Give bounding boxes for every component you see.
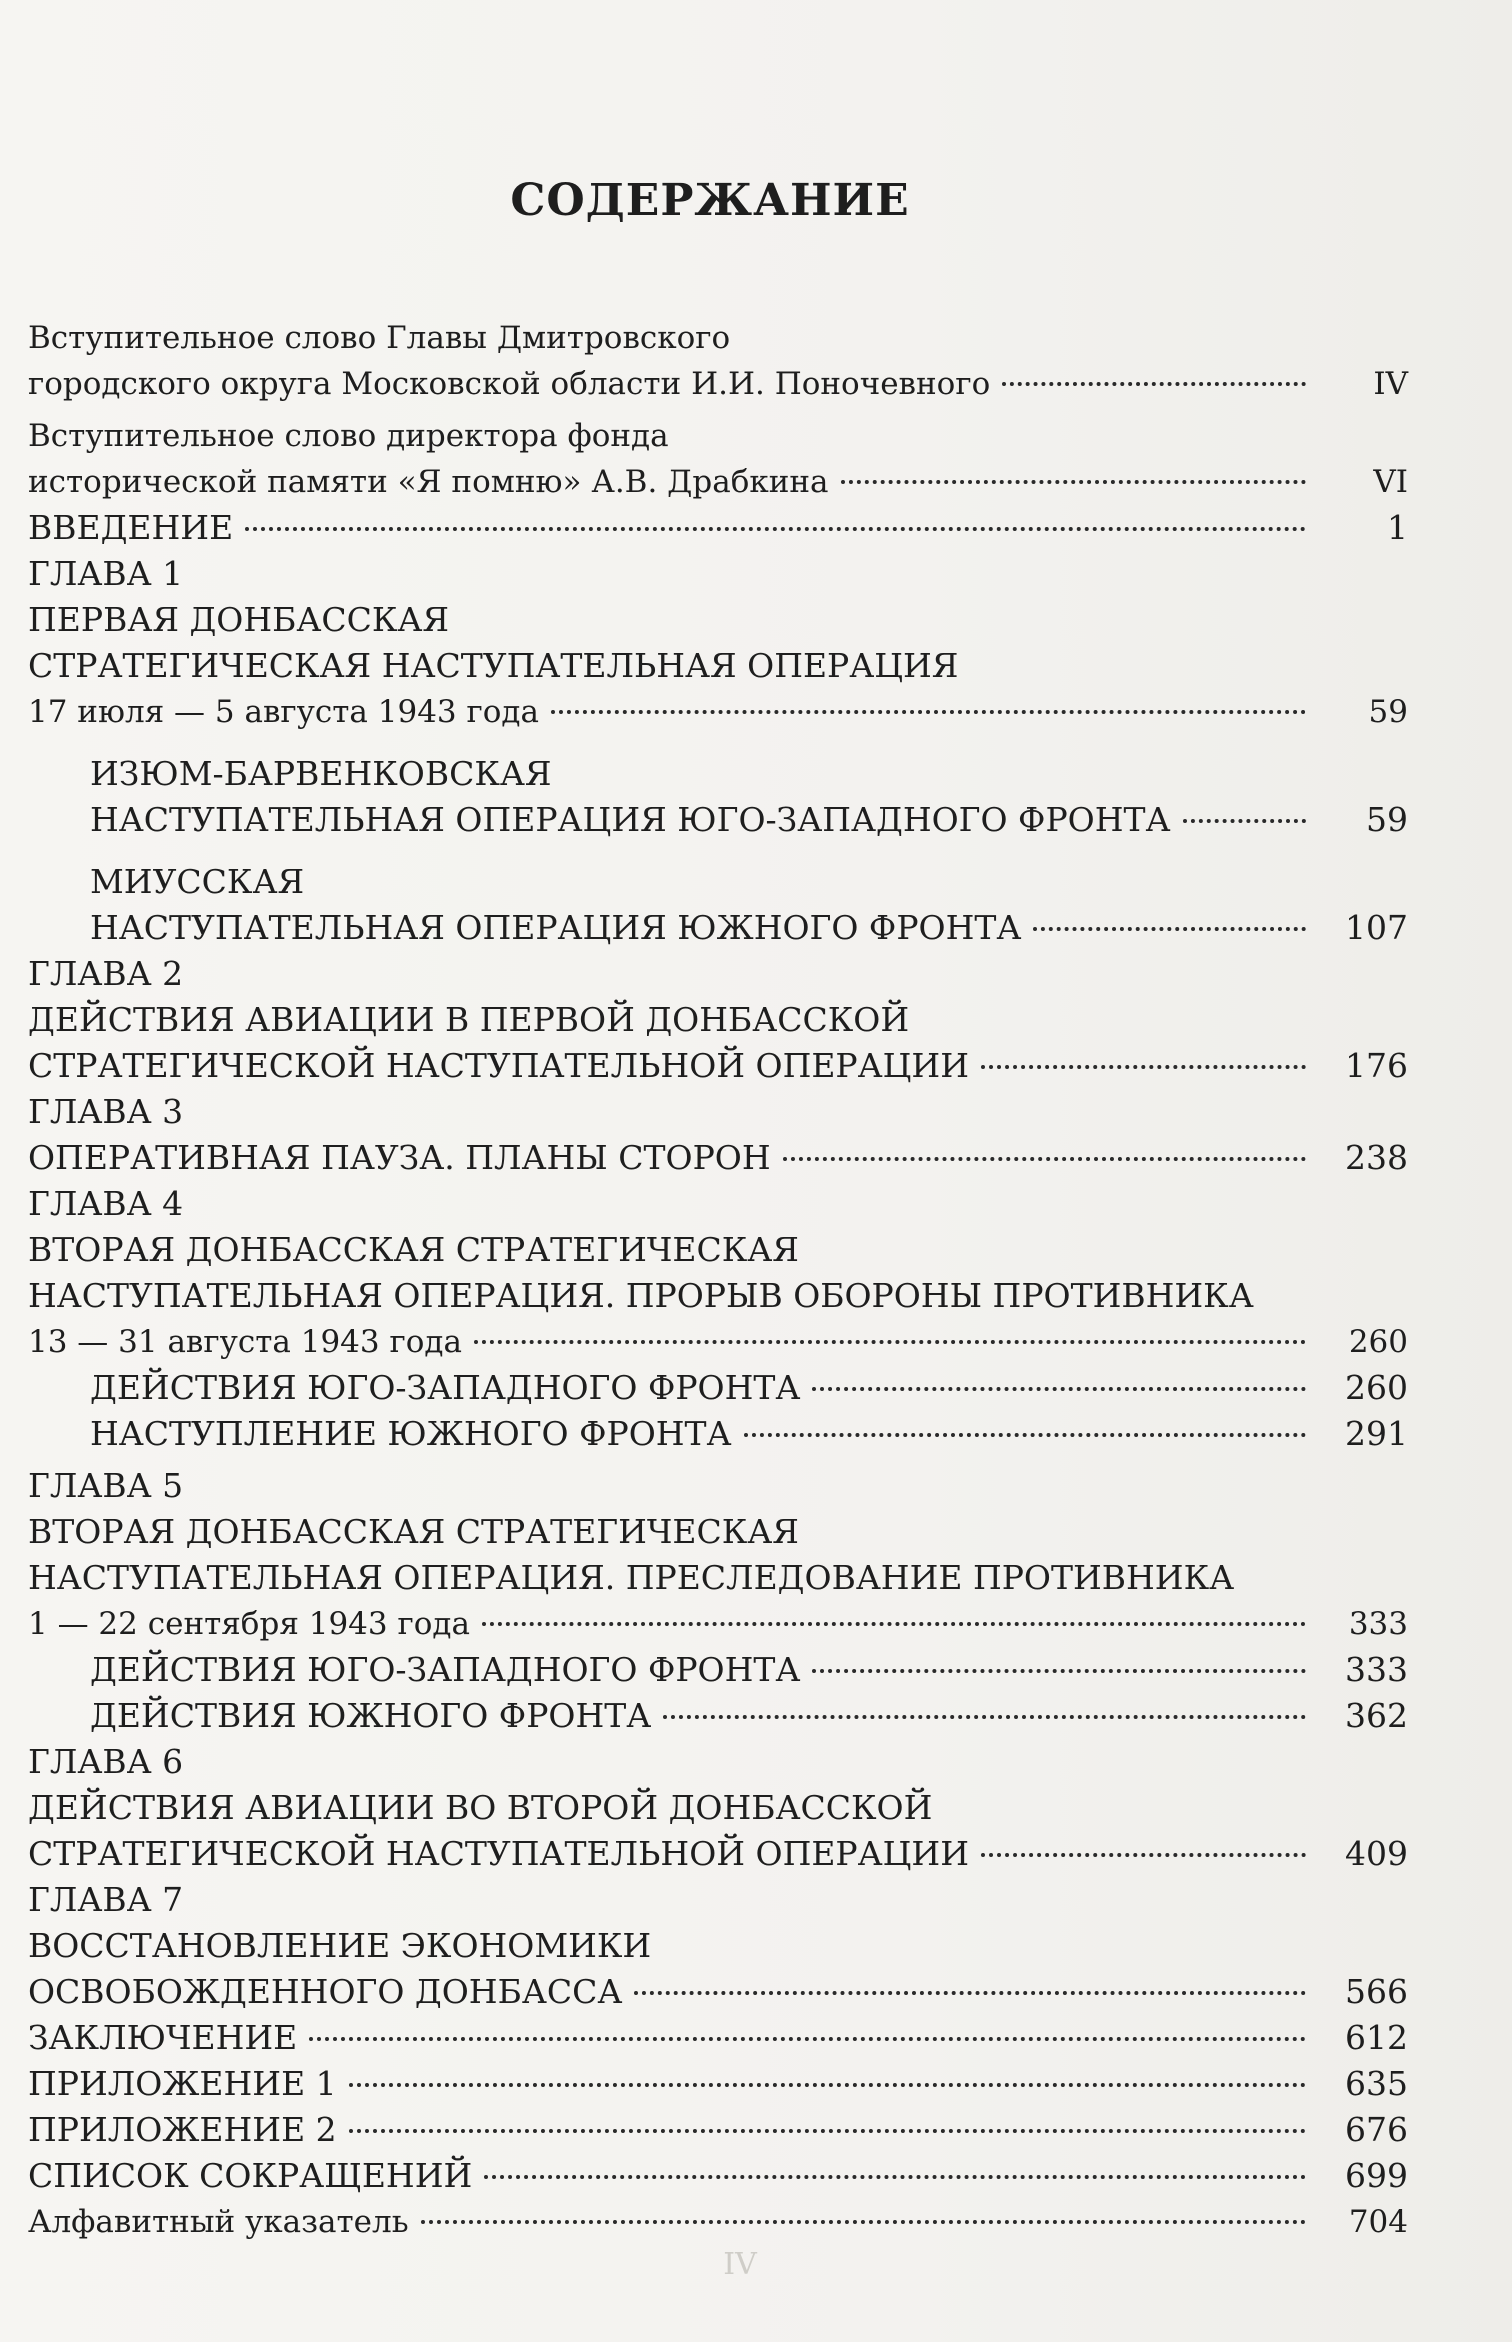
- chapter-label: ГЛАВА 1: [28, 554, 184, 593]
- chapter-label: ГЛАВА 5: [28, 1466, 184, 1505]
- page-number: 333: [1345, 1650, 1408, 1689]
- toc-subentry: [28, 1365, 1408, 1411]
- page-number: 59: [1368, 694, 1408, 730]
- toc-entry-text: СПИСОК СОКРАЩЕНИЙ: [28, 2156, 473, 2195]
- toc-entry: [28, 2015, 1408, 2061]
- toc-entry-text: НАСТУПЛЕНИЕ ЮЖНОГО ФРОНТА: [90, 1414, 732, 1453]
- page-number: VI: [1373, 464, 1408, 500]
- toc-entry-text: ВТОРАЯ ДОНБАССКАЯ СТРАТЕГИЧЕСКАЯ: [28, 1512, 799, 1551]
- page-number: 238: [1345, 1138, 1408, 1177]
- leader-dots: [482, 1622, 1306, 1626]
- leader-dots: [744, 1433, 1306, 1437]
- toc-entry-text: ПРИЛОЖЕНИЕ 2: [28, 2110, 337, 2149]
- toc-entry: [28, 315, 1408, 407]
- toc-entry-text: СТРАТЕГИЧЕСКОЙ НАСТУПАТЕЛЬНОЙ ОПЕРАЦИИ: [28, 1046, 969, 1085]
- toc-entry-text: ВОССТАНОВЛЕНИЕ ЭКОНОМИКИ: [28, 1926, 652, 1965]
- page-number: 333: [1348, 1606, 1408, 1642]
- toc-entry-text: ДЕЙСТВИЯ АВИАЦИИ В ПЕРВОЙ ДОНБАССКОЙ: [28, 1000, 910, 1039]
- toc-entry-text: НАСТУПАТЕЛЬНАЯ ОПЕРАЦИЯ ЮЖНОГО ФРОНТА: [90, 908, 1022, 947]
- chapter-label: ГЛАВА 7: [28, 1880, 184, 1919]
- toc-entry-text: ДЕЙСТВИЯ АВИАЦИИ ВО ВТОРОЙ ДОНБАССКОЙ: [28, 1788, 933, 1827]
- toc-entry-text: ОСВОБОЖДЕННОГО ДОНБАССА: [28, 1972, 623, 2011]
- toc-entry-text: ПЕРВАЯ ДОНБАССКАЯ: [28, 600, 450, 639]
- toc-subentry: [28, 1411, 1408, 1457]
- leader-dots: [1183, 819, 1307, 823]
- toc-entry-text: ДЕЙСТВИЯ ЮЖНОГО ФРОНТА: [90, 1696, 652, 1735]
- chapter-label: ГЛАВА 4: [28, 1184, 184, 1223]
- toc-entry: [28, 1089, 1408, 1181]
- toc-entry: [28, 1463, 1408, 1647]
- page-number: 291: [1345, 1414, 1408, 1453]
- page-number: 1: [1387, 508, 1408, 547]
- leader-dots: [245, 527, 1306, 531]
- page-number: 107: [1345, 908, 1408, 947]
- leader-dots: [981, 1065, 1306, 1069]
- toc-entry: [28, 1181, 1408, 1365]
- toc-entry: [28, 2199, 1408, 2245]
- toc-entry: [28, 1739, 1408, 1877]
- toc-entry-text: Вступительное слово Главы Дмитровского: [28, 320, 731, 356]
- page-number: 176: [1345, 1046, 1408, 1085]
- toc-entry-text: городского округа Московской области И.И. Поночевного: [28, 366, 991, 402]
- leader-dots: [663, 1715, 1306, 1719]
- leader-dots: [309, 2037, 1306, 2041]
- chapter-label: ГЛАВА 2: [28, 954, 184, 993]
- toc-entry-dates: 1 — 22 сентября 1943 года: [28, 1606, 470, 1642]
- page-number: 409: [1345, 1834, 1408, 1873]
- leader-dots: [783, 1157, 1306, 1161]
- toc-entry-text: СТРАТЕГИЧЕСКОЙ НАСТУПАТЕЛЬНОЙ ОПЕРАЦИИ: [28, 1834, 969, 1873]
- page-number: 59: [1366, 800, 1408, 839]
- leader-dots: [349, 2129, 1306, 2133]
- toc-subentry: [28, 751, 1408, 843]
- page-number: 566: [1345, 1972, 1408, 2011]
- toc-entry-text: ЗАКЛЮЧЕНИЕ: [28, 2018, 298, 2057]
- page-number: 676: [1345, 2110, 1408, 2149]
- toc-entry: [28, 413, 1408, 505]
- page-number: 635: [1345, 2064, 1408, 2103]
- toc-entry-dates: 13 — 31 августа 1943 года: [28, 1324, 462, 1360]
- leader-dots: [981, 1853, 1306, 1857]
- leader-dots: [841, 480, 1306, 484]
- toc-entry-text: СТРАТЕГИЧЕСКАЯ НАСТУПАТЕЛЬНАЯ ОПЕРАЦИЯ: [28, 646, 959, 685]
- page-number: 260: [1345, 1368, 1408, 1407]
- table-of-contents: [28, 315, 1408, 2245]
- chapter-label: ГЛАВА 6: [28, 1742, 184, 1781]
- leader-dots: [1002, 382, 1306, 386]
- leader-dots: [812, 1387, 1306, 1391]
- toc-entry-text: ОПЕРАТИВНАЯ ПАУЗА. ПЛАНЫ СТОРОН: [28, 1138, 771, 1177]
- toc-entry-text: исторической памяти «Я помню» А.В. Драбкина: [28, 464, 829, 500]
- page-number: 260: [1348, 1324, 1408, 1360]
- page-footer-number: IV: [723, 2247, 757, 2282]
- toc-entry: [28, 1877, 1408, 2015]
- toc-entry-text: НАСТУПАТЕЛЬНАЯ ОПЕРАЦИЯ. ПРОРЫВ ОБОРОНЫ ПРОТИВНИКА: [28, 1276, 1254, 1315]
- toc-entry-dates: 17 июля — 5 августа 1943 года: [28, 694, 539, 730]
- toc-entry-text: МИУССКАЯ: [90, 862, 305, 901]
- toc-entry-text: НАСТУПАТЕЛЬНАЯ ОПЕРАЦИЯ. ПРЕСЛЕДОВАНИЕ ПРОТИВНИКА: [28, 1558, 1235, 1597]
- page-number: 699: [1345, 2156, 1408, 2195]
- leader-dots: [1033, 927, 1306, 931]
- toc-entry: [28, 2153, 1408, 2199]
- toc-entry-text: ПРИЛОЖЕНИЕ 1: [28, 2064, 337, 2103]
- page-title: СОДЕРЖАНИЕ: [510, 175, 910, 226]
- toc-entry-text: ВВЕДЕНИЕ: [28, 508, 234, 547]
- chapter-label: ГЛАВА 3: [28, 1092, 184, 1131]
- leader-dots: [421, 2220, 1306, 2224]
- page-number: 362: [1345, 1696, 1408, 1735]
- page-number: 704: [1348, 2204, 1408, 2240]
- toc-entry-text: ДЕЙСТВИЯ ЮГО-ЗАПАДНОГО ФРОНТА: [90, 1368, 801, 1407]
- toc-entry: [28, 951, 1408, 1089]
- leader-dots: [349, 2083, 1306, 2087]
- leader-dots: [551, 710, 1306, 714]
- toc-entry: [28, 505, 1408, 551]
- toc-entry-text: НАСТУПАТЕЛЬНАЯ ОПЕРАЦИЯ ЮГО-ЗАПАДНОГО ФРОНТА: [90, 800, 1171, 839]
- page-number: 612: [1345, 2018, 1408, 2057]
- page-number: IV: [1373, 366, 1408, 402]
- toc-entry-text: Алфавитный указатель: [28, 2204, 409, 2240]
- toc-entry-text: ИЗЮМ-БАРВЕНКОВСКАЯ: [90, 754, 552, 793]
- toc-entry-text: ДЕЙСТВИЯ ЮГО-ЗАПАДНОГО ФРОНТА: [90, 1650, 801, 1689]
- toc-subentry: [28, 859, 1408, 951]
- leader-dots: [484, 2175, 1306, 2179]
- toc-subentry: [28, 1693, 1408, 1739]
- leader-dots: [634, 1991, 1306, 1995]
- toc-entry: [28, 551, 1408, 735]
- toc-subentry: [28, 1647, 1408, 1693]
- toc-entry: [28, 2061, 1408, 2107]
- leader-dots: [812, 1669, 1306, 1673]
- leader-dots: [474, 1340, 1306, 1344]
- toc-entry-text: Вступительное слово директора фонда: [28, 418, 669, 454]
- toc-entry-text: ВТОРАЯ ДОНБАССКАЯ СТРАТЕГИЧЕСКАЯ: [28, 1230, 799, 1269]
- toc-entry: [28, 2107, 1408, 2153]
